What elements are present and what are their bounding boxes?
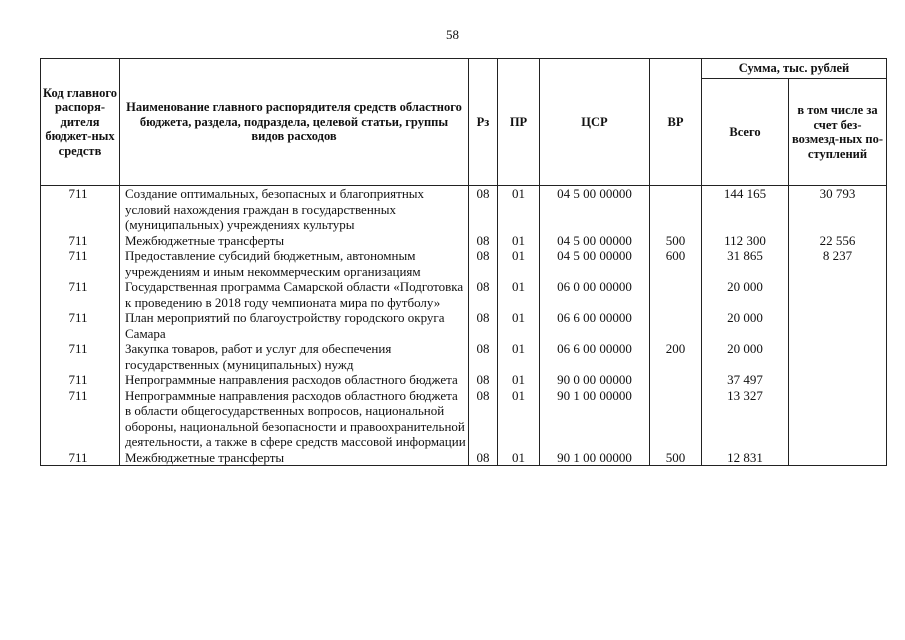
cell-code: 711 xyxy=(41,248,120,279)
cell-free xyxy=(789,279,887,310)
cell-vr xyxy=(650,388,702,450)
header-rz: Рз xyxy=(469,59,498,186)
cell-free: 22 556 xyxy=(789,233,887,249)
cell-total: 20 000 xyxy=(702,310,789,341)
table-row xyxy=(41,248,887,279)
table-row xyxy=(41,186,887,233)
budget-table xyxy=(40,58,887,466)
header-sum-group: Сумма, тыс. рублей xyxy=(702,59,887,79)
cell-free xyxy=(789,372,887,388)
header-pr: ПР xyxy=(498,59,540,186)
cell-csr: 04 5 00 00000 xyxy=(540,186,650,233)
cell-free xyxy=(789,388,887,450)
cell-code: 711 xyxy=(41,233,120,249)
cell-code: 711 xyxy=(41,372,120,388)
cell-total: 20 000 xyxy=(702,279,789,310)
cell-name: Закупка товаров, работ и услуг для обеспечения государственных (муниципальных) нужд xyxy=(120,341,469,372)
cell-vr xyxy=(650,279,702,310)
cell-vr: 200 xyxy=(650,341,702,372)
cell-rz: 08 xyxy=(469,233,498,249)
cell-code: 711 xyxy=(41,450,120,466)
cell-name: Межбюджетные трансферты xyxy=(120,233,469,249)
cell-vr: 600 xyxy=(650,248,702,279)
cell-vr xyxy=(650,310,702,341)
cell-code: 711 xyxy=(41,310,120,341)
cell-total: 12 831 xyxy=(702,450,789,466)
cell-total: 20 000 xyxy=(702,341,789,372)
cell-name: План мероприятий по благоустройству городского округа Самара xyxy=(120,310,469,341)
cell-free xyxy=(789,450,887,466)
cell-pr: 01 xyxy=(498,341,540,372)
cell-code: 711 xyxy=(41,341,120,372)
header-total: Всего xyxy=(702,79,789,186)
cell-rz: 08 xyxy=(469,450,498,466)
cell-rz: 08 xyxy=(469,310,498,341)
cell-vr xyxy=(650,372,702,388)
cell-csr: 06 6 00 00000 xyxy=(540,310,650,341)
table-row xyxy=(41,310,887,341)
cell-pr: 01 xyxy=(498,372,540,388)
cell-csr: 06 0 00 00000 xyxy=(540,279,650,310)
cell-name: Предоставление субсидий бюджетным, автономным учреждениям и иным некоммерческим организациям xyxy=(120,248,469,279)
header-code: Код главного распоря-дителя бюджет-ных средств xyxy=(41,59,120,186)
cell-vr: 500 xyxy=(650,450,702,466)
header-name: Наименование главного распорядителя средств областного бюджета, раздела, подраздела, целевой статьи, группы видов расходов xyxy=(120,59,469,186)
cell-csr: 90 1 00 00000 xyxy=(540,450,650,466)
cell-total: 13 327 xyxy=(702,388,789,450)
cell-csr: 90 1 00 00000 xyxy=(540,388,650,450)
cell-pr: 01 xyxy=(498,248,540,279)
cell-csr: 90 0 00 00000 xyxy=(540,372,650,388)
cell-pr: 01 xyxy=(498,279,540,310)
cell-name: Создание оптимальных, безопасных и благоприятных условий нахождения граждан в государственных (муниципальных) учреждениях культуры xyxy=(120,186,469,233)
cell-rz: 08 xyxy=(469,372,498,388)
cell-pr: 01 xyxy=(498,233,540,249)
cell-rz: 08 xyxy=(469,186,498,233)
cell-csr: 04 5 00 00000 xyxy=(540,248,650,279)
cell-pr: 01 xyxy=(498,310,540,341)
cell-vr: 500 xyxy=(650,233,702,249)
cell-rz: 08 xyxy=(469,279,498,310)
cell-pr: 01 xyxy=(498,450,540,466)
table-row xyxy=(41,450,887,466)
cell-rz: 08 xyxy=(469,248,498,279)
cell-pr: 01 xyxy=(498,388,540,450)
header-free: в том числе за счет без-возмезд-ных по-ступлений xyxy=(789,79,887,186)
cell-free xyxy=(789,310,887,341)
cell-name: Межбюджетные трансферты xyxy=(120,450,469,466)
cell-free xyxy=(789,341,887,372)
cell-code: 711 xyxy=(41,186,120,233)
table-row xyxy=(41,388,887,450)
cell-total: 37 497 xyxy=(702,372,789,388)
cell-free: 30 793 xyxy=(789,186,887,233)
table-row xyxy=(41,372,887,388)
header-csr: ЦСР xyxy=(540,59,650,186)
cell-rz: 08 xyxy=(469,341,498,372)
cell-code: 711 xyxy=(41,388,120,450)
cell-code: 711 xyxy=(41,279,120,310)
cell-total: 31 865 xyxy=(702,248,789,279)
cell-name: Непрограммные направления расходов областного бюджета xyxy=(120,372,469,388)
cell-rz: 08 xyxy=(469,388,498,450)
cell-free: 8 237 xyxy=(789,248,887,279)
table-row xyxy=(41,233,887,249)
table-row xyxy=(41,279,887,310)
cell-total: 144 165 xyxy=(702,186,789,233)
cell-csr: 06 6 00 00000 xyxy=(540,341,650,372)
cell-name: Государственная программа Самарской области «Подготовка к проведению в 2018 году чемпионата мира по футболу» xyxy=(120,279,469,310)
table-row xyxy=(41,341,887,372)
header-vr: ВР xyxy=(650,59,702,186)
cell-csr: 04 5 00 00000 xyxy=(540,233,650,249)
cell-vr xyxy=(650,186,702,233)
cell-total: 112 300 xyxy=(702,233,789,249)
page-number: 58 xyxy=(446,27,459,42)
cell-name: Непрограммные направления расходов областного бюджета в области общегосударственных вопросов, национальной обороны, национальной безопасности и правоохранительной деятельности, а также в сфере средств массовой информации xyxy=(120,388,469,450)
cell-pr: 01 xyxy=(498,186,540,233)
